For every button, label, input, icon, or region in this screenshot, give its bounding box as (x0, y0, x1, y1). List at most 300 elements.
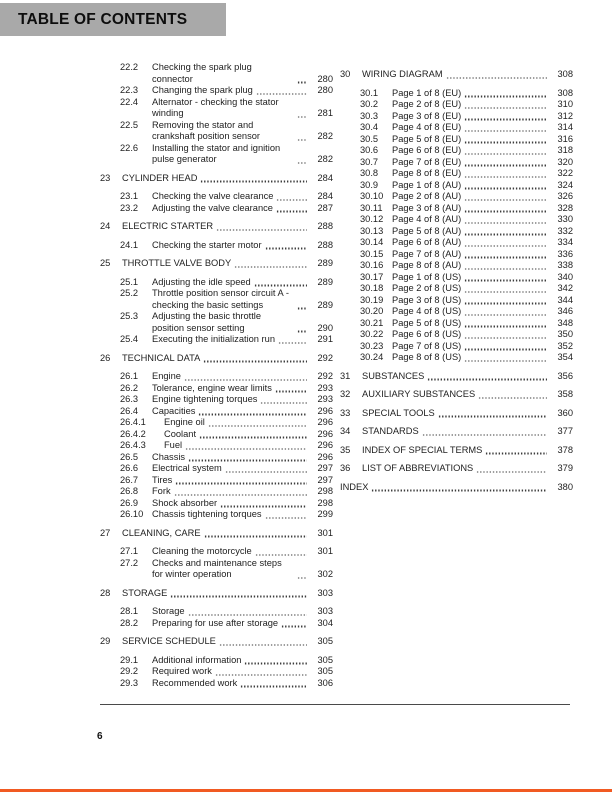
toc-entry-number: 24 (100, 221, 111, 231)
dot-leader (256, 93, 307, 96)
dot-leader (199, 436, 307, 439)
dot-leader (464, 314, 547, 317)
toc-entry[interactable] (340, 99, 573, 111)
toc-entry-title: Checking the spark plug connector (152, 62, 252, 84)
toc-entry-title: Page 3 of 8 (US) (392, 294, 462, 305)
dot-leader (170, 595, 307, 598)
toc-entry-page: 303 (317, 606, 333, 616)
toc-entry-page: 290 (317, 322, 333, 333)
toc-entry-number: 30.22 (360, 329, 384, 339)
toc-entry[interactable] (100, 618, 333, 630)
dot-leader (485, 452, 547, 455)
toc-entry[interactable] (100, 655, 333, 667)
toc-entry[interactable] (100, 120, 333, 143)
toc-entry-page: 314 (557, 122, 573, 132)
toc-entry-number: 30.20 (360, 306, 384, 316)
page-title: TABLE OF CONTENTS (18, 10, 188, 28)
toc-entry-title: Electrical system (152, 463, 222, 473)
dot-leader (240, 685, 307, 688)
toc-entry[interactable] (340, 122, 573, 134)
toc-entry[interactable] (340, 214, 573, 226)
dot-leader (464, 210, 547, 213)
toc-entry[interactable] (340, 237, 573, 249)
dot-leader (464, 291, 547, 294)
toc-entry-number: 26.2 (120, 382, 139, 393)
toc-entry[interactable] (100, 311, 333, 334)
toc-entry-page: 377 (557, 426, 573, 436)
toc-entry-number: 24.1 (120, 239, 139, 250)
toc-entry-page: 312 (557, 110, 573, 121)
toc-entry-page: 316 (557, 133, 573, 144)
toc-entry[interactable] (100, 498, 333, 510)
toc-entry-title: Capacities (152, 405, 196, 416)
toc-entry-page: 297 (317, 474, 333, 485)
toc-entry-page: 296 (317, 405, 333, 416)
dot-leader (216, 229, 307, 232)
dot-leader (464, 130, 547, 133)
toc-entry[interactable] (340, 408, 573, 420)
toc-entry-page: 328 (557, 202, 573, 213)
toc-entry-title: STANDARDS (362, 426, 419, 436)
dot-leader (476, 471, 547, 474)
dot-leader (297, 330, 307, 333)
dot-leader (371, 489, 547, 492)
toc-entry[interactable] (100, 383, 333, 395)
toc-entry[interactable] (340, 226, 573, 238)
toc-entry[interactable] (100, 353, 333, 365)
toc-entry-number: 30.10 (360, 191, 384, 201)
toc-entry-number: 26.4.3 (120, 440, 146, 450)
toc-entry-number: 33 (340, 407, 351, 418)
dot-leader (225, 471, 307, 474)
toc-entry[interactable] (100, 191, 333, 203)
toc-entry-title: Page 6 of 8 (US) (392, 329, 462, 339)
toc-entry[interactable] (100, 85, 333, 97)
toc-entry-title: Shock absorber (152, 497, 218, 508)
toc-entry-page: 291 (317, 334, 333, 344)
dot-leader (464, 233, 547, 236)
toc-entry-title: Page 7 of 8 (AU) (392, 248, 462, 259)
toc-entry[interactable] (340, 111, 573, 123)
toc-entry-number: 35 (340, 444, 351, 455)
toc-entry-number: 30.12 (360, 214, 384, 224)
toc-entry-number: 26.6 (120, 463, 139, 473)
toc-entry-page: 322 (557, 168, 573, 178)
toc-entry-title: SPECIAL TOOLS (362, 407, 435, 418)
toc-entry-number: 30.14 (360, 237, 384, 247)
toc-entry-number: 26.8 (120, 486, 139, 496)
toc-entry[interactable] (340, 318, 573, 330)
toc-entry-number: 29.2 (120, 666, 139, 676)
toc-entry[interactable] (340, 272, 573, 284)
dot-leader (464, 279, 547, 282)
toc-entry-number: 22.6 (120, 142, 139, 153)
toc-entry-page: 354 (557, 352, 573, 362)
toc-entry-title: Page 8 of 8 (US) (392, 352, 462, 362)
dot-leader (297, 116, 307, 119)
dot-leader (464, 245, 547, 248)
toc-entry[interactable] (100, 288, 333, 311)
dot-leader (438, 415, 547, 418)
toc-entry[interactable] (100, 546, 333, 558)
dot-leader (297, 162, 307, 165)
toc-entry-title: Page 4 of 8 (AU) (392, 214, 462, 224)
dot-leader (297, 139, 307, 142)
toc-entry-number: 27.1 (120, 546, 139, 556)
toc-entry-number: 29.3 (120, 677, 139, 688)
toc-entry[interactable] (340, 341, 573, 353)
toc-entry-number: 30.13 (360, 225, 384, 236)
toc-entry-page: 280 (317, 85, 333, 95)
toc-entry-page: 303 (317, 587, 333, 598)
toc-entry-title: Preparing for use after storage (152, 617, 279, 628)
toc-entry-number: 30.8 (360, 168, 379, 178)
toc-entry[interactable] (100, 558, 333, 581)
toc-entry-number: 25.3 (120, 311, 139, 321)
toc-entry-page: 301 (317, 527, 333, 538)
dot-leader (464, 348, 547, 351)
toc-entry-page: 298 (317, 486, 333, 496)
toc-entry-page: 305 (317, 666, 333, 676)
toc-entry-title: Page 1 of 8 (US) (392, 271, 462, 282)
toc-entry-number: 28.2 (120, 617, 139, 628)
toc-entry[interactable] (100, 429, 333, 441)
dot-leader (464, 222, 547, 225)
toc-entry-number: 26.9 (120, 497, 139, 508)
toc-entry-title: Alternator - checking the stator winding (152, 96, 279, 118)
toc-entry-number: 30 (340, 69, 351, 79)
toc-entry[interactable] (100, 475, 333, 487)
toc-entry-number: 29 (100, 636, 111, 646)
toc-entry[interactable] (100, 509, 333, 521)
dot-leader (254, 284, 307, 287)
toc-entry[interactable] (340, 69, 573, 81)
toc-entry[interactable] (100, 62, 333, 85)
dot-leader (478, 397, 547, 400)
toc-entry[interactable] (340, 371, 573, 383)
dot-leader (297, 577, 307, 580)
toc-entry-title: Engine oil (164, 417, 205, 427)
toc-entry-page: 330 (557, 214, 573, 224)
dot-leader (188, 614, 307, 617)
toc-entry-number: 26.7 (120, 474, 139, 485)
dot-leader (278, 342, 307, 345)
dot-leader (422, 434, 547, 437)
toc-entry-page: 306 (317, 677, 333, 688)
toc-entry-number: 30.1 (360, 87, 379, 98)
toc-entry-number: 30.16 (360, 260, 384, 270)
toc-entry-number: 30.17 (360, 271, 384, 282)
toc-entry-title: Fork (152, 486, 171, 496)
dot-leader (276, 199, 307, 202)
toc-entry-number: 30.2 (360, 99, 379, 109)
toc-entry-number: 26.5 (120, 451, 139, 462)
toc-entry-title: Recommended work (152, 677, 238, 688)
toc-entry[interactable] (100, 221, 333, 233)
toc-entry-number: 25.4 (120, 334, 139, 344)
toc-entry[interactable] (340, 180, 573, 192)
toc-entry[interactable] (100, 606, 333, 618)
toc-entry-page: 332 (557, 225, 573, 236)
toc-entry-title: Tires (152, 474, 173, 485)
toc-entry-title: Page 7 of 8 (EU) (392, 156, 462, 167)
toc-entry-title: Page 3 of 8 (AU) (392, 202, 462, 213)
dot-leader (203, 360, 307, 363)
toc-entry-number: 26.10 (120, 509, 144, 519)
toc-entry-page: 288 (317, 221, 333, 231)
toc-entry-number: 23.1 (120, 191, 139, 201)
toc-entry-page: 350 (557, 329, 573, 339)
dot-leader (204, 535, 307, 538)
toc-entry-title: Throttle position sensor circuit A - checking the basic settings (152, 288, 289, 310)
toc-entry-number: 22.3 (120, 85, 139, 95)
dot-leader (446, 77, 547, 80)
dot-leader (175, 482, 307, 485)
toc-entry-page: 280 (317, 73, 333, 84)
toc-entry-number: 36 (340, 463, 351, 473)
toc-entry-title: Page 7 of 8 (US) (392, 340, 462, 351)
toc-entry[interactable] (100, 417, 333, 429)
toc-entry-title: Page 3 of 8 (EU) (392, 110, 462, 121)
dot-leader (464, 325, 547, 328)
toc-entry[interactable] (100, 203, 333, 215)
toc-entry-number: 30.18 (360, 283, 384, 293)
toc-entry-title: Checks and maintenance steps for winter operation (152, 557, 282, 579)
dot-leader (464, 268, 547, 271)
toc-entry-number: 28 (100, 587, 111, 598)
toc-entry-page: 299 (317, 509, 333, 519)
toc-entry[interactable] (340, 352, 573, 364)
toc-entry-number: 30.5 (360, 133, 379, 144)
toc-entry-title: Adjusting the valve clearance (152, 202, 273, 213)
toc-entry-page: 297 (317, 463, 333, 473)
toc-entry[interactable] (100, 463, 333, 475)
toc-entry-page: 334 (557, 237, 573, 247)
toc-entry-page: 324 (557, 179, 573, 190)
toc-entry-title: Additional information (152, 654, 242, 665)
toc-entry[interactable] (100, 452, 333, 464)
toc-entry-page: 305 (317, 636, 333, 646)
toc-entry[interactable] (100, 97, 333, 120)
toc-entry-number: 22.5 (120, 119, 139, 130)
toc-entry-page: 378 (557, 444, 573, 455)
toc-entry-page: 296 (317, 451, 333, 462)
toc-entry[interactable] (100, 440, 333, 452)
toc-entry[interactable] (100, 528, 333, 540)
toc-entry[interactable] (100, 588, 333, 600)
toc-entry[interactable] (100, 240, 333, 252)
toc-entry-title: ELECTRIC STARTER (122, 221, 214, 231)
toc-entry[interactable] (100, 406, 333, 418)
toc-entry-number: 30.3 (360, 110, 379, 121)
toc-entry-page: 346 (557, 306, 573, 316)
toc-entry[interactable] (340, 306, 573, 318)
toc-entry[interactable] (340, 260, 573, 272)
toc-entry-page: 284 (317, 191, 333, 201)
dot-leader (265, 247, 307, 250)
toc-entry[interactable] (340, 191, 573, 203)
dot-leader (464, 107, 547, 110)
toc-entry-page: 338 (557, 260, 573, 270)
toc-entry-page: 326 (557, 191, 573, 201)
toc-entry-number: 26.4.1 (120, 417, 146, 427)
page-header (0, 3, 226, 36)
toc-entry[interactable] (100, 258, 333, 270)
toc-entry[interactable] (340, 249, 573, 261)
toc-entry-page: 356 (557, 370, 573, 381)
toc-entry[interactable] (340, 157, 573, 169)
toc-entry-page: 284 (317, 172, 333, 183)
toc-entry-title: Removing the stator and crankshaft position sensor (152, 119, 261, 141)
toc-entry-title: Chassis (152, 451, 186, 462)
toc-entry-number: 31 (340, 370, 351, 381)
toc-entry-title: Engine (152, 371, 181, 381)
toc-entry[interactable] (340, 88, 573, 100)
toc-entry-page: 289 (317, 299, 333, 310)
toc-entry-title: STORAGE (122, 587, 168, 598)
toc-entry-title: CYLINDER HEAD (122, 172, 198, 183)
toc-entry[interactable] (340, 203, 573, 215)
dot-leader (276, 210, 307, 213)
toc-entry-title: Page 1 of 8 (EU) (392, 87, 462, 98)
toc-entry-number: 30.6 (360, 145, 379, 155)
dot-leader (200, 180, 307, 183)
toc-entry-title: Page 1 of 8 (AU) (392, 179, 462, 190)
dot-leader (464, 118, 547, 121)
dot-leader (464, 164, 547, 167)
toc-entry[interactable] (340, 482, 573, 494)
toc-entry[interactable] (100, 636, 333, 648)
toc-entry-title: Fuel (164, 440, 183, 450)
toc-entry-page: 340 (557, 271, 573, 282)
toc-entry-number: 30.9 (360, 179, 379, 190)
dot-leader (464, 199, 547, 202)
toc-entry-page: 296 (317, 428, 333, 439)
toc-entry-number: 30.11 (360, 202, 383, 213)
toc-entry[interactable] (340, 389, 573, 401)
dot-leader (464, 153, 547, 156)
toc-entry-number: 22.4 (120, 96, 139, 107)
toc-entry-page: 318 (557, 145, 573, 155)
toc-entry[interactable] (100, 394, 333, 406)
dot-leader (464, 141, 547, 144)
toc-entry[interactable] (340, 295, 573, 307)
toc-entry-title: Installing the stator and ignition pulse generator (152, 142, 281, 164)
toc-entry[interactable] (100, 678, 333, 690)
toc-entry-number: 23.2 (120, 202, 139, 213)
toc-entry-number: 30.19 (360, 294, 384, 305)
toc-entry-number: 25.1 (120, 276, 139, 287)
toc-entry-number: 30.23 (360, 340, 384, 351)
toc-entry[interactable] (340, 426, 573, 438)
toc-entry-title: Adjusting the idle speed (152, 276, 251, 287)
dot-leader (198, 413, 307, 416)
toc-entry-title: LIST OF ABBREVIATIONS (362, 463, 474, 473)
toc-entry[interactable] (340, 168, 573, 180)
toc-entry-title: Coolant (164, 428, 197, 439)
dot-leader (208, 425, 307, 428)
toc-entry[interactable] (100, 666, 333, 678)
dot-leader (297, 81, 307, 84)
toc-entry-page: 302 (317, 569, 333, 579)
toc-entry-page: 342 (557, 283, 573, 293)
toc-entry-title: Page 6 of 8 (EU) (392, 145, 462, 155)
toc-entry-page: 296 (317, 417, 333, 427)
toc-entry-title: Cleaning the motorcycle (152, 546, 252, 556)
dot-leader (255, 554, 307, 557)
toc-entry-page: 282 (317, 154, 333, 164)
dot-leader (464, 176, 547, 179)
toc-entry-title: Page 4 of 8 (EU) (392, 122, 462, 132)
toc-entry[interactable] (340, 283, 573, 295)
dot-leader (188, 459, 307, 462)
toc-entry-title: Page 2 of 8 (US) (392, 283, 462, 293)
toc-entry-number: 26.4.2 (120, 428, 146, 439)
toc-entry-page: 310 (557, 99, 573, 109)
toc-entry-page: 298 (317, 497, 333, 508)
toc-entry[interactable] (340, 445, 573, 457)
toc-entry[interactable] (100, 371, 333, 383)
toc-entry-number: 30.24 (360, 352, 384, 362)
toc-entry[interactable] (340, 134, 573, 146)
dot-leader (184, 379, 307, 382)
toc-entry[interactable] (340, 463, 573, 475)
toc-entry-number: 30.7 (360, 156, 379, 167)
toc-entry[interactable] (100, 486, 333, 498)
toc-entry-number: 26 (100, 352, 111, 363)
toc-entry-number: 30.15 (360, 248, 384, 259)
dot-leader (185, 448, 307, 451)
toc-column-right (340, 62, 573, 500)
toc-entry-number: 25 (100, 258, 111, 268)
toc-entry[interactable] (100, 173, 333, 185)
dot-leader (174, 494, 307, 497)
toc-entry-page: 304 (317, 617, 333, 628)
toc-entry-number: 32 (340, 389, 351, 399)
toc-column-left (100, 62, 333, 689)
toc-entry-page: 301 (317, 546, 333, 556)
toc-entry-page: 336 (557, 248, 573, 259)
toc-entry-page: 320 (557, 156, 573, 167)
toc-entry-number: 26.1 (120, 371, 139, 381)
toc-entry-number: 22.2 (120, 62, 139, 72)
toc-entry[interactable] (340, 329, 573, 341)
toc-entry-page: 308 (557, 69, 573, 79)
toc-entry-title: Tolerance, engine wear limits (152, 382, 272, 393)
dot-leader (297, 307, 307, 310)
dot-leader (220, 505, 307, 508)
dot-leader (219, 644, 307, 647)
toc-entry[interactable] (100, 143, 333, 166)
toc-entry-page: 289 (317, 258, 333, 268)
toc-entry[interactable] (100, 334, 333, 346)
toc-entry[interactable] (340, 145, 573, 157)
toc-entry[interactable] (100, 277, 333, 289)
toc-entry-title: Page 5 of 8 (EU) (392, 133, 462, 144)
toc-entry-page: 281 (317, 108, 333, 118)
toc-entry-page: 296 (317, 440, 333, 450)
dot-leader (464, 187, 547, 190)
toc-entry-title: Adjusting the basic throttle position sensor setting (152, 311, 262, 333)
toc-entry-page: 293 (317, 382, 333, 393)
toc-entry-page: 358 (557, 389, 573, 399)
dot-leader (464, 95, 547, 98)
dot-leader (215, 674, 307, 677)
toc-entry-page: 282 (317, 131, 333, 141)
toc-entry-title: TECHNICAL DATA (122, 352, 201, 363)
dot-leader (464, 360, 547, 363)
toc-entry-title: Page 5 of 8 (AU) (392, 225, 462, 236)
